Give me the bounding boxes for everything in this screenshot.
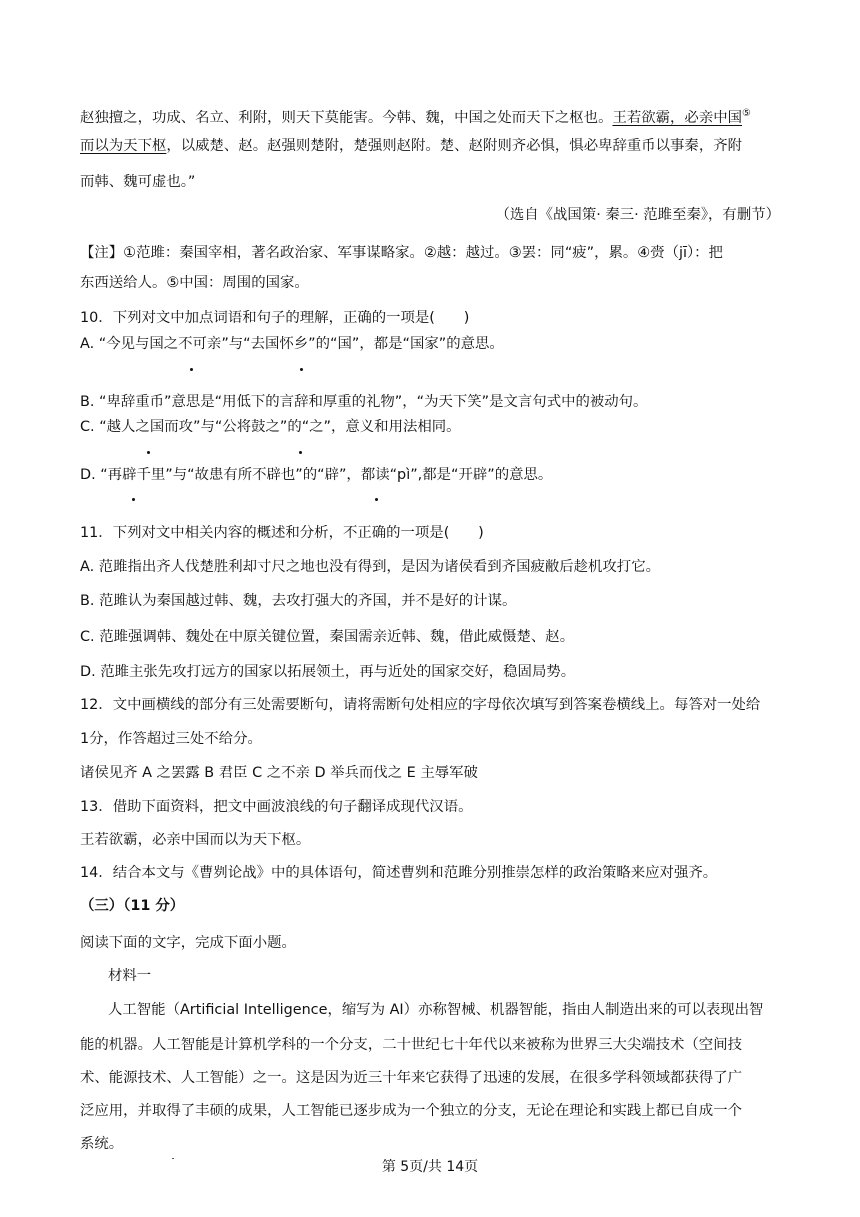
- question-13-text: 王若欲霸，必亲中国而以为天下枢。: [80, 832, 311, 848]
- question-10-option-c: C. “越人之国而攻”与“公将鼓之”的“之”，意义和用法相同。: [80, 419, 461, 435]
- question-10-option-b: B. “卑辞重币”意思是“用低下的言辞和厚重的礼物”，“为天下笑”是文言句式中的被动句。: [80, 394, 648, 410]
- emphasis-dot: [375, 498, 378, 501]
- material-label: 材料一: [108, 968, 152, 984]
- question-13-stem: 13．借助下面资料，把文中画波浪线的句子翻译成现代汉语。: [80, 799, 473, 815]
- question-12-sentence: 诸侯见齐 A 之罢露 B 君臣 C 之不亲 D 举兵而伐之 E 主辱军破: [80, 765, 478, 781]
- passage-line-3: 而韩、魏可虚也。”: [80, 174, 196, 190]
- page-number: 第 5页/共 14页: [381, 1159, 479, 1175]
- passage-text: 赵独擅之，功成、名立、利附，则天下莫能害。今韩、魏，中国之处而天下之枢也。: [80, 110, 613, 126]
- question-11-option-b: B. 范雎认为秦国越过韩、魏，去攻打强大的齐国，并不是好的计谋。: [80, 593, 517, 609]
- section-heading: （三）（11 分）: [80, 898, 185, 914]
- question-10-option-a: A. “今见与国之不可亲”与“去国怀乡”的“国”，都是“国家”的意思。: [80, 336, 504, 352]
- question-10-stem: 10．下列对文中加点词语和句子的理解，正确的一项是( ): [80, 310, 470, 326]
- question-11-option-d: D. 范雎主张先攻打远方的国家以拓展领土，再与近处的国家交好，稳固局势。: [80, 664, 576, 680]
- notes-line-1: 【注】①范雎：秦国宰相，著名政治家、军事谋略家。②越：越过。③罢：同“疲”，累。④赍（jī）：把: [80, 245, 723, 261]
- emphasis-dot: [147, 451, 150, 454]
- underlined-sentence: 王若欲霸，必亲中国: [612, 110, 742, 126]
- emphasis-dot: [132, 498, 135, 501]
- notes-line-2: 东西送给人。⑤中国：周围的国家。: [80, 275, 309, 291]
- question-11-option-c: C. 范雎强调韩、魏处在中原关键位置，秦国需亲近韩、魏，借此威慑楚、赵。: [80, 629, 575, 645]
- footnote-marker: ⑤: [742, 108, 751, 119]
- passage-text: ，以威楚、赵。赵强则楚附，楚强则赵附。楚、赵附则齐必惧，惧必卑辞重币以事秦，齐附: [166, 138, 742, 154]
- emphasis-dot: [300, 368, 303, 371]
- question-12-line-2: 1分，作答超过三处不给分。: [80, 731, 262, 747]
- underlined-sentence: 而以为天下枢: [80, 138, 167, 154]
- section-instruction: 阅读下面的文字，完成下面小题。: [80, 935, 296, 951]
- question-14-stem: 14．结合本文与《曹刿论战》中的具体语句，简述曹刿和范雎分别推崇怎样的政治策略来应对强齐。: [80, 865, 718, 881]
- passage-line-1: [80, 104, 751, 128]
- material-paragraph-line-5: 系统。: [80, 1136, 124, 1152]
- emphasis-dot: [190, 368, 193, 371]
- material-paragraph-line-1: 人工智能（Artificial Intelligence，缩写为 AI）亦称智械、机器智能，指由人制造出来的可以表现出智: [108, 1002, 764, 1018]
- material-paragraph-line-4: 泛应用，并取得了丰硕的成果，人工智能已逐步成为一个独立的分支，无论在理论和实践上都已自成一个: [80, 1103, 742, 1119]
- passage-line-2: [80, 136, 742, 156]
- material-paragraph-line-2: 能的机器。人工智能是计算机学科的一个分支，二十世纪七十年代以来被称为世界三大尖端技术（空间技: [80, 1037, 742, 1053]
- question-12-line-1: 12．文中画横线的部分有三处需要断句，请将需断句处相应的字母依次填写到答案卷横线上。每答对一处给: [80, 697, 761, 713]
- question-11-option-a: A. 范雎指出齐人伐楚胜利却寸尺之地也没有得到，是因为诸侯看到齐国疲敝后趁机攻打它。: [80, 559, 660, 575]
- question-11-stem: 11．下列对文中相关内容的概述和分析，不正确的一项是( ): [80, 525, 484, 541]
- question-10-option-d: D. “再辟千里”与“故患有所不辟也”的“辟”，都读“pì”,都是“开辟”的意思。: [80, 467, 553, 483]
- source-citation: （选自《战国策· 秦三· 范雎至秦》，有删节）: [495, 207, 780, 223]
- emphasis-dot: [299, 451, 302, 454]
- material-paragraph-line-3: 术、能源技术、人工智能）之一。这是因为近三十年来它获得了迅速的发展，在很多学科领域都获得了广: [80, 1070, 742, 1086]
